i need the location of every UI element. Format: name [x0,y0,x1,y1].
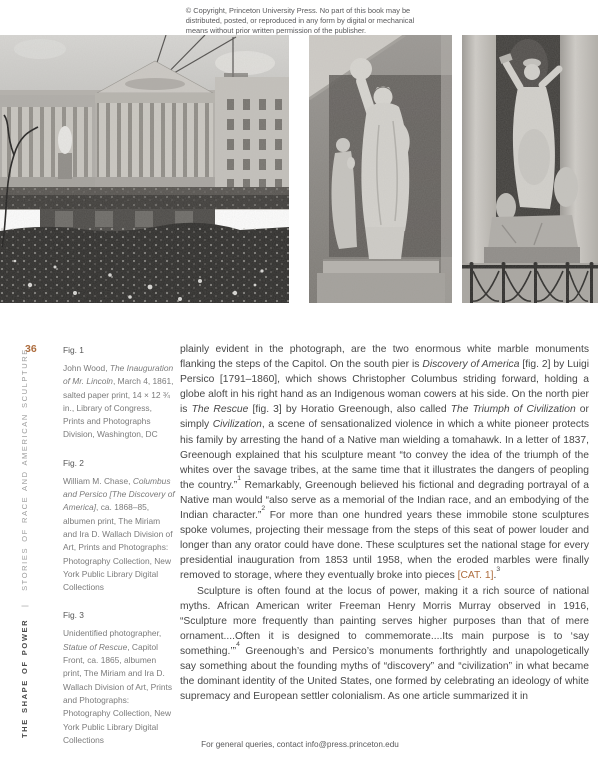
figure-caption-1 [63,344,175,442]
inauguration-photo [0,35,289,303]
figure-caption-text: William M. Chase, Columbus and Persico [The Discovery of America], ca. 1868–85, albumen print, The Miriam and Ira D. Wallach Division of Art, Prints and Photographs: Photography Collection, New York Public Library Digital Collections [63,475,175,593]
figure-label: Fig. 1 [63,345,84,355]
body-paragraph-1: plainly evident in the photograph, are the two enormous white marble monuments flanking the steps of the Capitol. On the south pier is Discovery of America [fig. 2] by Luigi Persico [1791–1860], which shows Christopher Columbus striding forward, holding a globe aloft in his right hand as an Indigenous woman cowers at his side. On the north pier is The Rescue [fig. 3] by Horatio Greenough, also called The Triumph of Civilization or simply Civilization, a scene of sensationalized violence in which a white pioneer protects his family by arresting the hand of a Native man wielding a tomahawk. In a letter of 1837, Greenough explained that his sculpture meant “to convey the idea of the triumph of the whites over the savage tribes, at the same time that it illustrates the dangers of peopling the country.”$^1$ Remarkably, Greenough believed his fictional and degrading portrayal of a Native man would “also serve as a memorial of the Indian race, and an embodying of the Indian character.”$^2$ For more than one hundred years these immobile stone sculptures spoke volumes, projecting their message from the steps of this seat of power louder and longer than any orator could have done. These sculptures set the national stage for every presidential inauguration from 1853 until 1958, when the eroded marbles were finally removed to storage, where they eventually broke into pieces [CAT. 1].$^3$ [180,344,590,582]
copyright-notice [0,6,600,38]
spine-book-title: THE SHAPE OF POWER [20,618,29,738]
caption-column [63,344,175,758]
spine-subtitle: STORIES OF RACE AND AMERICAN SCULPTURE [20,348,29,591]
columbus-persico-photo [309,35,452,303]
figure-caption-2 [63,457,175,595]
body-text [180,342,589,704]
columbus-persico-photo-art [309,35,452,303]
spine-separator: | [20,603,29,607]
copyright-line: © Copyright, Princeton University Press. No part of this book may be [185,6,411,15]
rescue-statue-photo [462,35,598,303]
inauguration-photo-art [0,35,289,303]
figure-label: Fig. 2 [63,457,84,468]
body-paragraph-2: Sculpture is often found at the locus of power, making it a rich source of national myths. African American writer Freeman Henry Morris Murray observed in 1916, “Sculpture more frequently than painting serves higher purposes than that of mere ornament....Often it is designed to commemorate....Its main purpose is to ‘say something.’”$^4$ Greenough’s and Persico’s monuments forthrightly and unapologetically say something about the founding myths of “discovery” and “civilization” in what became the dominant identity of the United States, one formed by celebrating an ideology of white supremacy and European settler colonialism. As one article summarized it in [180,585,589,703]
figure-caption-text: John Wood, The Inauguration of Mr. Lincoln, March 4, 1861, salted paper print, 14 × 12 ¾ in., Library of Congress, Prints and Photographs Division, Washington, DC [63,363,174,440]
figure-caption-3 [63,609,175,747]
figure-label: Fig. 3 [63,610,84,621]
figure-caption-text: Unidentified photographer, Statue of Rescue, Capitol Front, ca. 1865, albumen print, The Miriam and Ira D. Wallach Division of Art, Prints and Photographs: Photography Collection, New York Public Library Digital Collections [63,628,173,745]
footer-contact: For general queries, contact info@press.princeton.edu [201,740,399,749]
figure-photo-row [0,35,600,303]
page-number: 36 [25,343,37,355]
copyright-line: distributed, posted, or reproduced in any form by digital or mechanical [185,15,415,25]
rescue-statue-photo-art [462,35,598,303]
copyright-line: means without prior written permission of the publisher. [185,25,367,35]
